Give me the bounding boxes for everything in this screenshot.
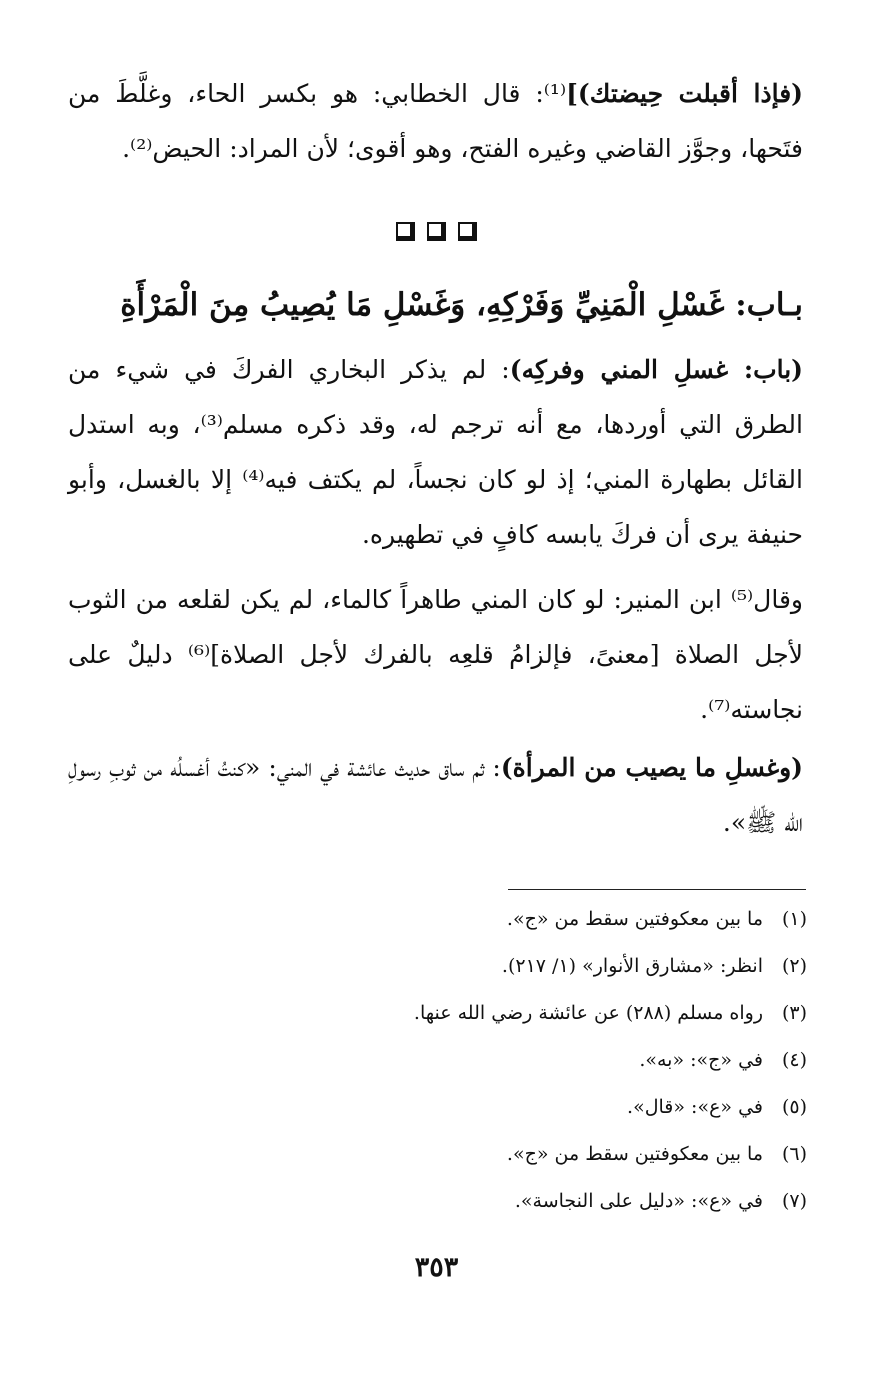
chapter-heading: بـاب: غَسْلِ الْمَنِيِّ وَفَرْكِهِ، وَغَسْلِ مَا يُصِيبُ مِنَ الْمَرْأَةِ	[120, 287, 803, 323]
square-ornament-icon	[396, 222, 415, 241]
paragraph-bab-commentary	[68, 342, 803, 562]
page-number: ٣٥٣	[414, 1252, 459, 1283]
footnote-item	[67, 943, 807, 990]
section-divider-ornament	[0, 222, 873, 245]
footnote-number: (٥)	[781, 1096, 807, 1118]
square-ornament-icon	[427, 222, 446, 241]
footnote-text: ما بين معكوفتين سقط من «ج».	[506, 1143, 763, 1165]
paragraph-text: : لم يذكر البخاري الفركَ في شيء من الطرق التي أوردها، مع أنه ترجم له، وقد ذكره مسلم⁽³⁾، وبه استدل القائل بطهارة المني؛ إذ لو كان نجساً، لم يكتف فيه⁽⁴⁾ إلا بالغسل، وأبو حنيفة يرى أن فركَ يابسه كافٍ في تطهيره.	[68, 355, 803, 549]
paragraph-lead: (باب: غسلِ المني وفركِه)	[509, 355, 804, 384]
footnote-number: (١)	[781, 908, 807, 930]
footnote-item	[67, 1037, 807, 1084]
footnote-number: (٦)	[781, 1143, 807, 1165]
footnote-separator	[508, 889, 806, 890]
footnotes-list	[67, 896, 807, 1225]
footnote-number: (٣)	[781, 1002, 807, 1024]
footnote-item	[67, 1131, 807, 1178]
footnote-number: (٢)	[781, 955, 807, 977]
footnote-text: في «ع»: «دليل على النجاسة».	[514, 1190, 763, 1212]
paragraph-aisha-hadith	[68, 740, 803, 850]
paragraph-lead: (فإذا أقبلت حِيضتك)]	[566, 79, 803, 108]
footnote-text: في «ج»: «به».	[639, 1049, 763, 1071]
footnote-item	[67, 1178, 807, 1225]
paragraph-lead: (وغسلِ ما يصيب من المرأة)	[500, 753, 803, 782]
paragraph-text: : ثم ساق حديث عائشة في المني: «كنتُ أغسلُه من ثوبِ رسولِ الله ﷺ».	[68, 753, 803, 837]
footnote-text: في «ع»: «قال».	[627, 1096, 763, 1118]
paragraph-text: ⁽¹⁾: قال الخطابي: هو بكسر الحاء، وغلَّطَ من فتَحها، وجوَّز القاضي وغيره الفتح، وهو أقوى؛ لأن المراد: الحيض⁽²⁾.	[68, 79, 803, 163]
square-ornament-icon	[458, 222, 477, 241]
footnote-number: (٤)	[781, 1049, 807, 1071]
footnote-text: رواه مسلم (٢٨٨) عن عائشة رضي الله عنها.	[413, 1002, 763, 1024]
footnote-text: ما بين معكوفتين سقط من «ج».	[506, 908, 763, 930]
footnote-text: انظر: «مشارق الأنوار» (١/ ٢١٧).	[501, 955, 763, 977]
paragraph-menstruation	[68, 66, 803, 176]
footnote-item	[67, 990, 807, 1037]
paragraph-text: وقال⁽⁵⁾ ابن المنير: لو كان المني طاهراً كالماء، لم يكن لقلعه من الثوب لأجل الصلاة [معنىً، فإلزامُ قلعِه بالفرك لأجل الصلاة]⁽⁶⁾ دليلٌ على نجاسته⁽⁷⁾.	[68, 585, 803, 724]
footnote-item	[67, 1084, 807, 1131]
footnote-number: (٧)	[781, 1190, 807, 1212]
footnote-item	[67, 896, 807, 943]
paragraph-ibn-almunir	[68, 572, 803, 737]
